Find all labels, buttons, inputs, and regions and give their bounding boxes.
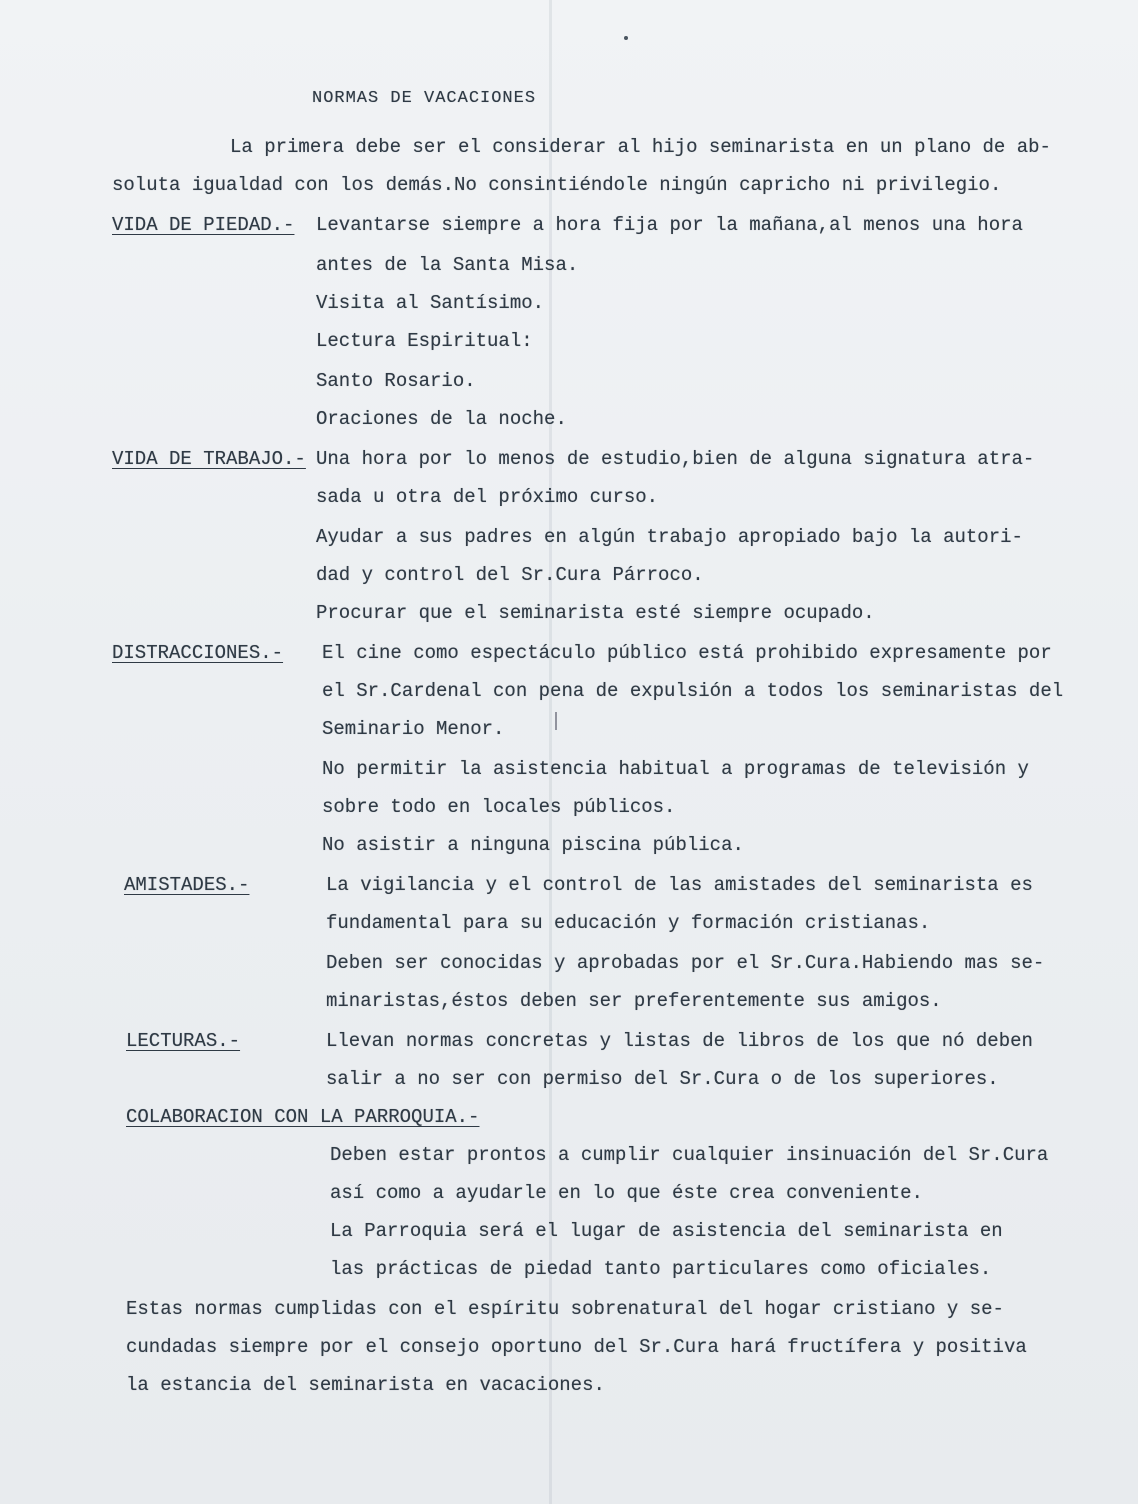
piedad-line-1: Levantarse siempre a hora fija por la mañana,al menos una hora <box>316 214 1023 236</box>
trabajo-line-2: sada u otra del próximo curso. <box>316 486 659 508</box>
colaboracion-line-3: La Parroquia será el lugar de asistencia del seminarista en <box>330 1220 1003 1242</box>
amistades-line-1: La vigilancia y el control de las amistades del seminarista es <box>326 874 1033 896</box>
distracciones-line-1: El cine como espectáculo público está prohibido expresamente por <box>322 642 1052 664</box>
piedad-line-4: Lectura Espiritual: <box>316 330 533 352</box>
colaboracion-line-2: así como a ayudarle en lo que éste crea conveniente. <box>330 1182 923 1204</box>
trabajo-line-3: Ayudar a sus padres en algún trabajo apropiado bajo la autori- <box>316 526 1023 548</box>
lecturas-line-2: salir a no ser con permiso del Sr.Cura o de los superiores. <box>326 1068 999 1090</box>
paper-speck <box>624 36 628 40</box>
intro-line-1: La primera debe ser el considerar al hijo seminarista en un plano de ab- <box>230 136 1051 158</box>
piedad-line-6: Oraciones de la noche. <box>316 408 567 430</box>
section-heading-amistades: AMISTADES.- <box>124 874 250 896</box>
section-heading-trabajo: VIDA DE TRABAJO.- <box>112 448 306 470</box>
closing-line-2: cundadas siempre por el consejo oportuno del Sr.Cura hará fructífera y positiva <box>126 1336 1027 1358</box>
intro-line-2: soluta igualdad con los demás.No consintiéndole ningún capricho ni privilegio. <box>112 174 1002 196</box>
section-heading-distracciones: DISTRACCIONES.- <box>112 642 284 664</box>
distracciones-line-3: Seminario Menor. <box>322 718 505 740</box>
trabajo-line-4: dad y control del Sr.Cura Párroco. <box>316 564 704 586</box>
amistades-line-4: minaristas,éstos deben ser preferentemente sus amigos. <box>326 990 942 1012</box>
amistades-line-3: Deben ser conocidas y aprobadas por el Sr.Cura.Habiendo mas se- <box>326 952 1045 974</box>
closing-line-3: la estancia del seminarista en vacaciones. <box>126 1374 605 1396</box>
lecturas-line-1: Llevan normas concretas y listas de libros de los que nó deben <box>326 1030 1033 1052</box>
trabajo-line-1: Una hora por lo menos de estudio,bien de alguna signatura atra- <box>316 448 1035 470</box>
distracciones-line-6: No asistir a ninguna piscina pública. <box>322 834 744 856</box>
distracciones-line-4: No permitir la asistencia habitual a programas de televisión y <box>322 758 1029 780</box>
colaboracion-line-4: las prácticas de piedad tanto particulares como oficiales. <box>330 1258 992 1280</box>
section-heading-colaboracion: COLABORACION CON LA PARROQUIA.- <box>126 1106 480 1128</box>
piedad-line-5: Santo Rosario. <box>316 370 476 392</box>
trabajo-line-5: Procurar que el seminarista esté siempre ocupado. <box>316 602 875 624</box>
piedad-line-2: antes de la Santa Misa. <box>316 254 579 276</box>
closing-line-1: Estas normas cumplidas con el espíritu sobrenatural del hogar cristiano y se- <box>126 1298 1004 1320</box>
piedad-line-3: Visita al Santísimo. <box>316 292 545 314</box>
colaboracion-line-1: Deben estar prontos a cumplir cualquier insinuación del Sr.Cura <box>330 1144 1049 1166</box>
document-title: NORMAS DE VACACIONES <box>312 89 537 108</box>
distracciones-line-2: el Sr.Cardenal con pena de expulsión a todos los seminaristas del <box>322 680 1064 702</box>
section-heading-lecturas: LECTURAS.- <box>126 1030 241 1052</box>
distracciones-line-5: sobre todo en locales públicos. <box>322 796 676 818</box>
section-heading-piedad: VIDA DE PIEDAD.- <box>112 214 295 236</box>
ink-mark <box>555 712 557 730</box>
amistades-line-2: fundamental para su educación y formación cristianas. <box>326 912 931 934</box>
